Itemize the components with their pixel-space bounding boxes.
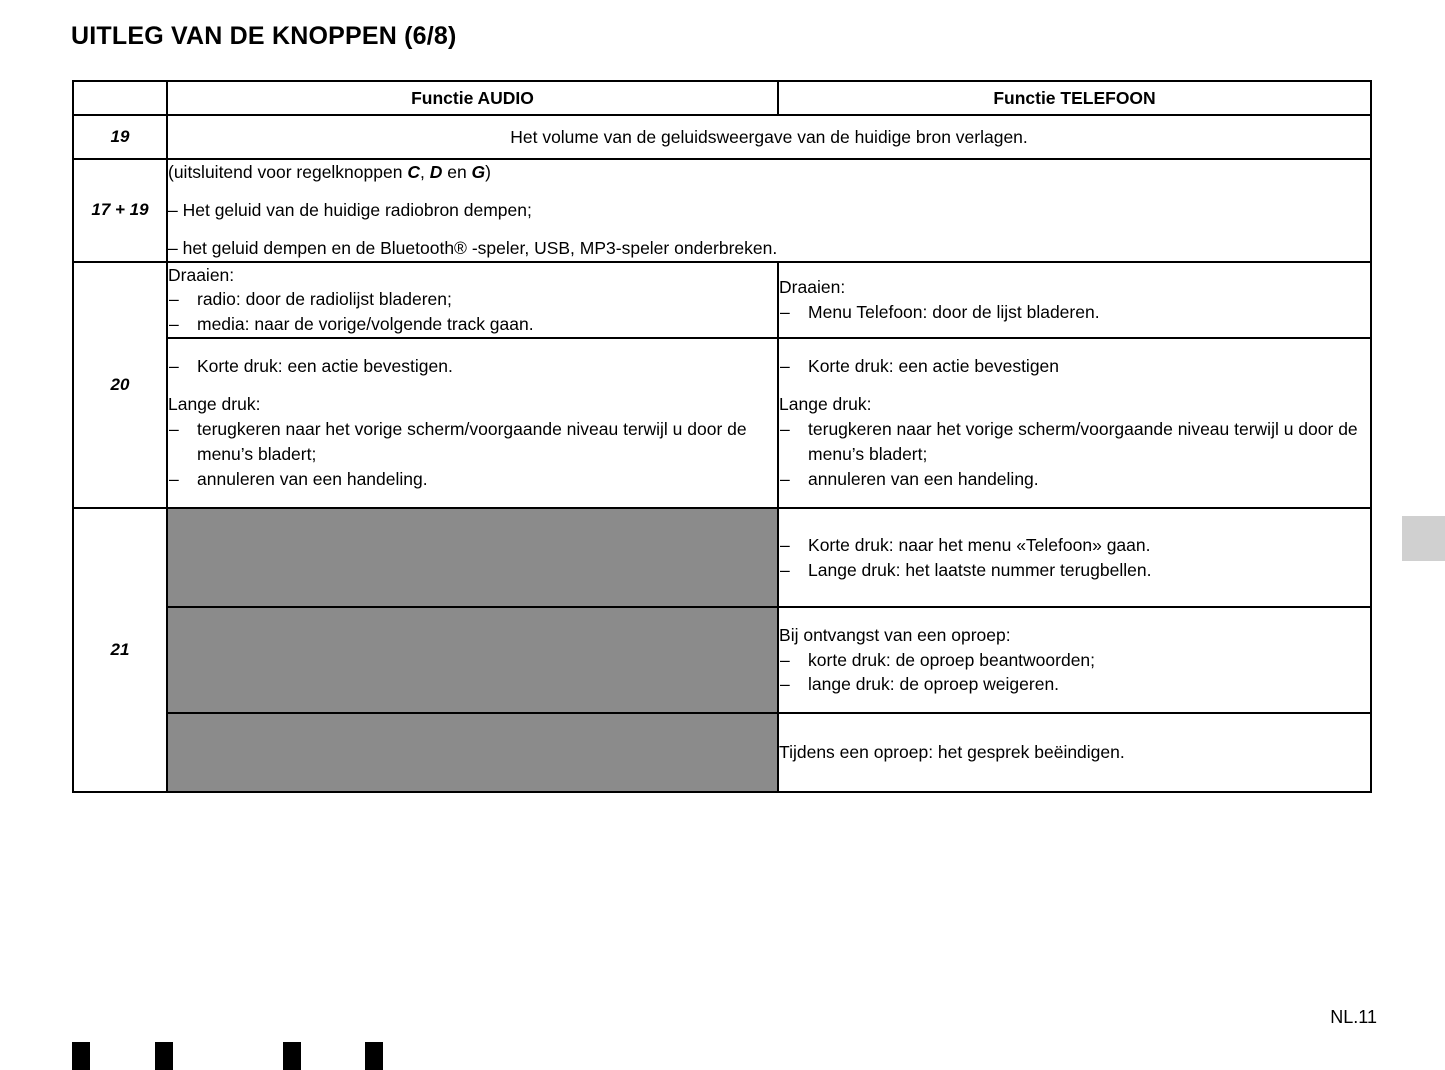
row-17-19-line-2: – Het geluid van de huidige radiobron dempen; [168,199,532,220]
telephone-lange-druk-item-1: – terugkeren naar het vorige scherm/voorgaande niveau terwijl u door de menu’s bladert; [779,417,1370,467]
page-number: NL.11 [1330,1007,1377,1027]
knop-d-label: D [429,162,443,182]
header-audio: Functie AUDIO [167,81,778,115]
button-functions-table [72,80,1372,793]
header-telephone: Functie TELEFOON [778,81,1371,115]
row-21-telephone-menu [778,509,1370,607]
row-21-audio-blank-2 [168,607,778,713]
audio-draaien-heading: Draaien: [168,264,235,285]
knop-g-label: G [471,162,486,182]
row-21-subrow-menu [168,509,1370,607]
regelknoppen-note-sep1: , [419,162,430,182]
registration-mark [72,1042,90,1070]
page-edge-tab-marker [1402,516,1445,561]
row-20-audio-druk [168,338,778,507]
row-17-19-line-3: – het geluid dempen en de Bluetooth® -speler, USB, MP3-speler onderbreken. [168,237,778,258]
row-19-description: Het volume van de geluidsweergave van de huidige bron verlagen. [167,115,1371,159]
page-title: UITLEG VAN DE KNOPPEN (6/8) [71,22,457,50]
audio-draaien-item-1: – radio: door de radiolijst bladeren; [168,287,777,312]
row-20-telephone-druk [778,338,1370,507]
row-21-content [167,508,1371,792]
row-20-subtable [168,263,1370,508]
knop-c-label: C [407,162,420,182]
registration-mark [283,1042,301,1070]
row-number-20: 20 [73,262,167,509]
row-20-telephone-draaien [778,263,1370,339]
audio-korte-druk: – Korte druk: een actie bevestigen. [168,354,777,379]
row-20-subrow-draaien [168,263,1370,339]
telephone-beeindigen-text: Tijdens een oproep: het gesprek beëindigen. [779,742,1125,763]
telephone-lange-druk-item-2: – annuleren van een handeling. [779,467,1370,492]
row-number-17-19: 17 + 19 [73,159,167,262]
table-row [73,508,1371,792]
row-21-telephone-beeindigen [778,713,1370,791]
row-21-subtable [168,509,1370,791]
telephone-inkomend-heading: Bij ontvangst van een oproep: [779,624,1011,645]
row-20-audio-draaien [168,263,778,339]
row-20-content [167,262,1371,509]
telephone-menu-item-1: – Korte druk: naar het menu «Telefoon» gaan. [779,533,1370,558]
row-17-19-content [167,159,1371,262]
header-number-column [73,81,167,115]
row-21-telephone-inkomend [778,607,1370,713]
table-row [73,159,1371,262]
row-number-19: 19 [73,115,167,159]
row-20-subrow-druk [168,338,1370,507]
telephone-draaien-heading: Draaien: [779,276,846,297]
row-21-audio-blank-3 [168,713,778,791]
registration-mark [365,1042,383,1070]
row-number-21: 21 [73,508,167,792]
regelknoppen-note-prefix: (uitsluitend voor regelknoppen [168,162,408,182]
audio-lange-druk-item-2: – annuleren van een handeling. [168,467,777,492]
telephone-inkomend-item-2: – lange druk: de oproep weigeren. [779,672,1370,697]
table-row [73,115,1371,159]
table-header-row [73,81,1371,115]
telephone-draaien-item-1: – Menu Telefoon: door de lijst bladeren. [779,300,1370,325]
audio-draaien-item-2: – media: naar de vorige/volgende track gaan. [168,312,777,337]
regelknoppen-note-suffix: ) [485,162,491,182]
audio-lange-druk-heading: Lange druk: [168,394,261,415]
telephone-korte-druk: – Korte druk: een actie bevestigen [779,354,1370,379]
registration-marks [0,1042,1445,1070]
telephone-inkomend-item-1: – korte druk: de oproep beantwoorden; [779,648,1370,673]
telephone-lange-druk-heading: Lange druk: [779,394,872,415]
row-21-subrow-beeindigen [168,713,1370,791]
row-21-audio-blank-1 [168,509,778,607]
registration-mark [155,1042,173,1070]
row-21-subrow-inkomend [168,607,1370,713]
regelknoppen-note [168,160,1370,185]
table-row [73,262,1371,509]
regelknoppen-note-sep2: en [442,162,472,182]
telephone-menu-item-2: – Lange druk: het laatste nummer terugbellen. [779,558,1370,583]
audio-lange-druk-item-1: – terugkeren naar het vorige scherm/voorgaande niveau terwijl u door de menu’s bladert; [168,417,777,467]
